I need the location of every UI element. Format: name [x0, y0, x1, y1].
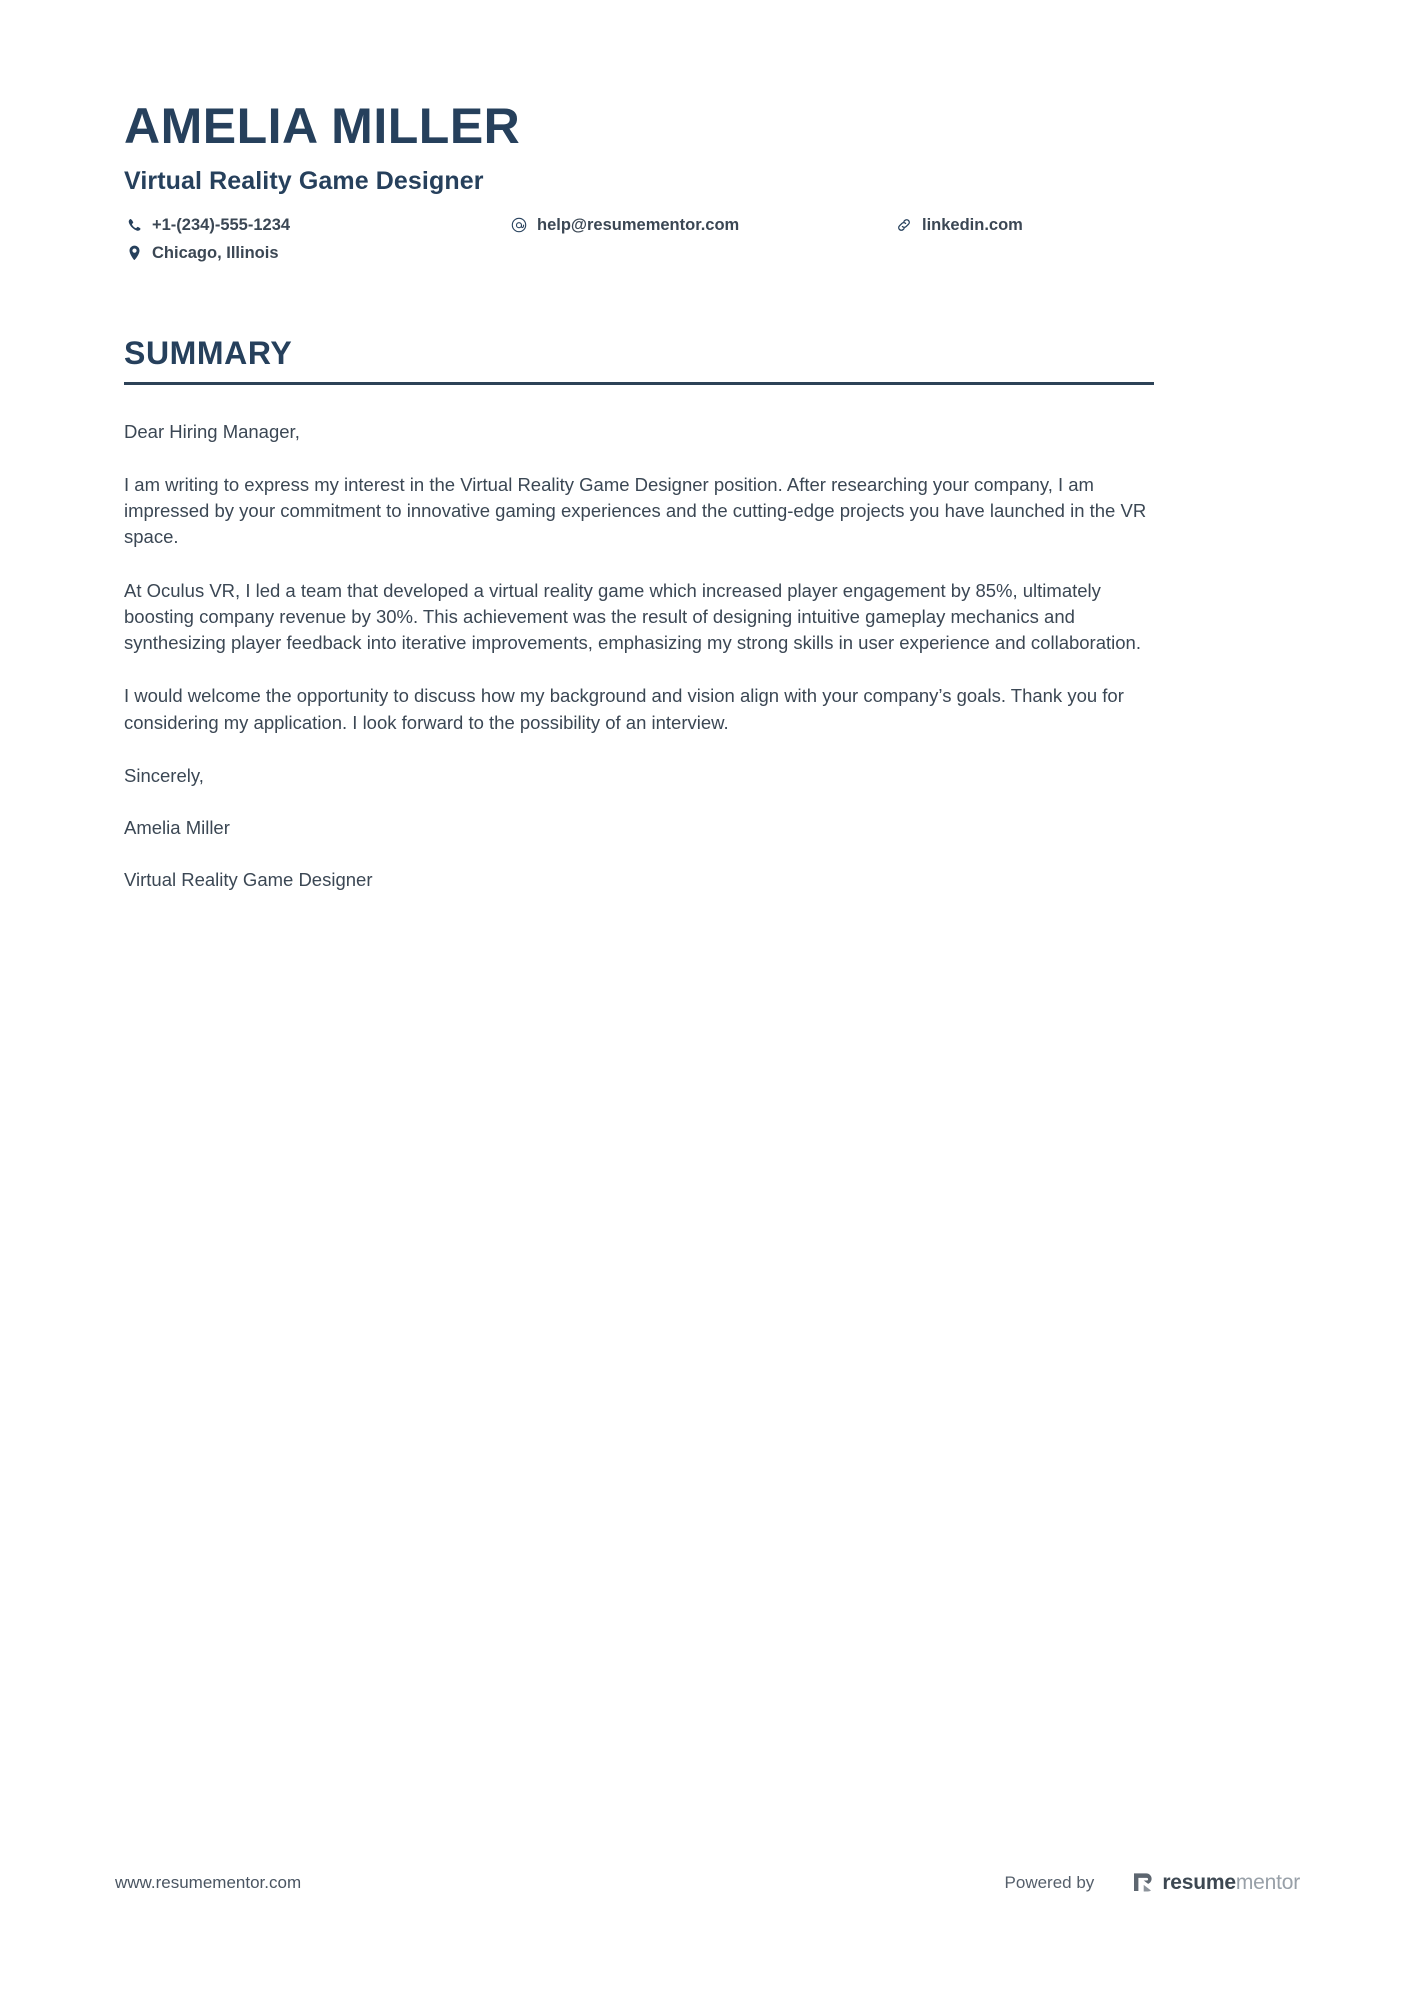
document-content — [124, 100, 1274, 894]
section-divider — [124, 382, 1154, 385]
resumementor-logo[interactable] — [1132, 1871, 1300, 1895]
brand-name-strong: resume — [1162, 1871, 1236, 1894]
resumementor-wordmark — [1162, 1871, 1300, 1895]
contact-linkedin-label: linkedin.com — [922, 215, 1023, 234]
letter-signature-title: Virtual Reality Game Designer — [124, 869, 373, 891]
contact-location-label: Chicago, Illinois — [152, 243, 279, 262]
email-icon — [509, 216, 529, 234]
letter-paragraph-closing: I would welcome the opportunity to discuss how my background and vision align with your company’s goals. Thank you for considering my application. I look forward to the possibility of an interview. — [124, 685, 1124, 733]
cover-letter-body — [124, 419, 1274, 894]
footer-website-link[interactable]: www.resumementor.com — [115, 1873, 302, 1892]
letter-paragraph-intro: I am writing to express my interest in the Virtual Reality Game Designer position. After researching your company, I am impressed by your commitment to innovative gaming experiences and the cutting-edge projects you have launched in the VR space. — [124, 473, 1147, 548]
contact-email[interactable] — [509, 216, 894, 235]
page-footer — [0, 1855, 1410, 1945]
resumementor-mark-icon — [1132, 1871, 1154, 1895]
section-heading-summary: SUMMARY — [124, 334, 293, 371]
page-title: AMELIA MILLER — [124, 98, 521, 154]
link-icon — [894, 216, 914, 234]
letter-salutation: Dear Hiring Manager, — [124, 420, 300, 442]
contact-details — [124, 216, 1124, 263]
contact-row-primary — [124, 216, 1124, 235]
contact-phone-label: +1-(234)-555-1234 — [152, 215, 291, 234]
contact-row-secondary — [124, 244, 1124, 263]
brand-name-light: mentor — [1235, 1871, 1300, 1894]
resume-header — [124, 100, 1274, 263]
letter-paragraph-experience: At Oculus VR, I led a team that developed a virtual reality game which increased player engagement by 85%, ultimately boosting company revenue by 30%. This achievement was the result of designing intuitive gameplay mechanics and synthesizing player feedback into iterative improvements, emphasizing my strong skills in user experience and collaboration. — [124, 579, 1141, 654]
letter-signature-name: Amelia Miller — [124, 817, 230, 839]
contact-location — [124, 244, 509, 263]
powered-by-label: Powered by — [1004, 1873, 1095, 1892]
contact-phone[interactable] — [124, 216, 509, 235]
contact-linkedin[interactable] — [894, 216, 1124, 235]
location-pin-icon — [124, 244, 144, 262]
phone-icon — [124, 216, 144, 234]
contact-email-label: help@resumementor.com — [537, 215, 740, 234]
footer-branding — [1005, 1871, 1300, 1895]
letter-signoff: Sincerely, — [124, 764, 204, 786]
summary-section — [124, 335, 1274, 894]
job-title: Virtual Reality Game Designer — [124, 166, 484, 195]
